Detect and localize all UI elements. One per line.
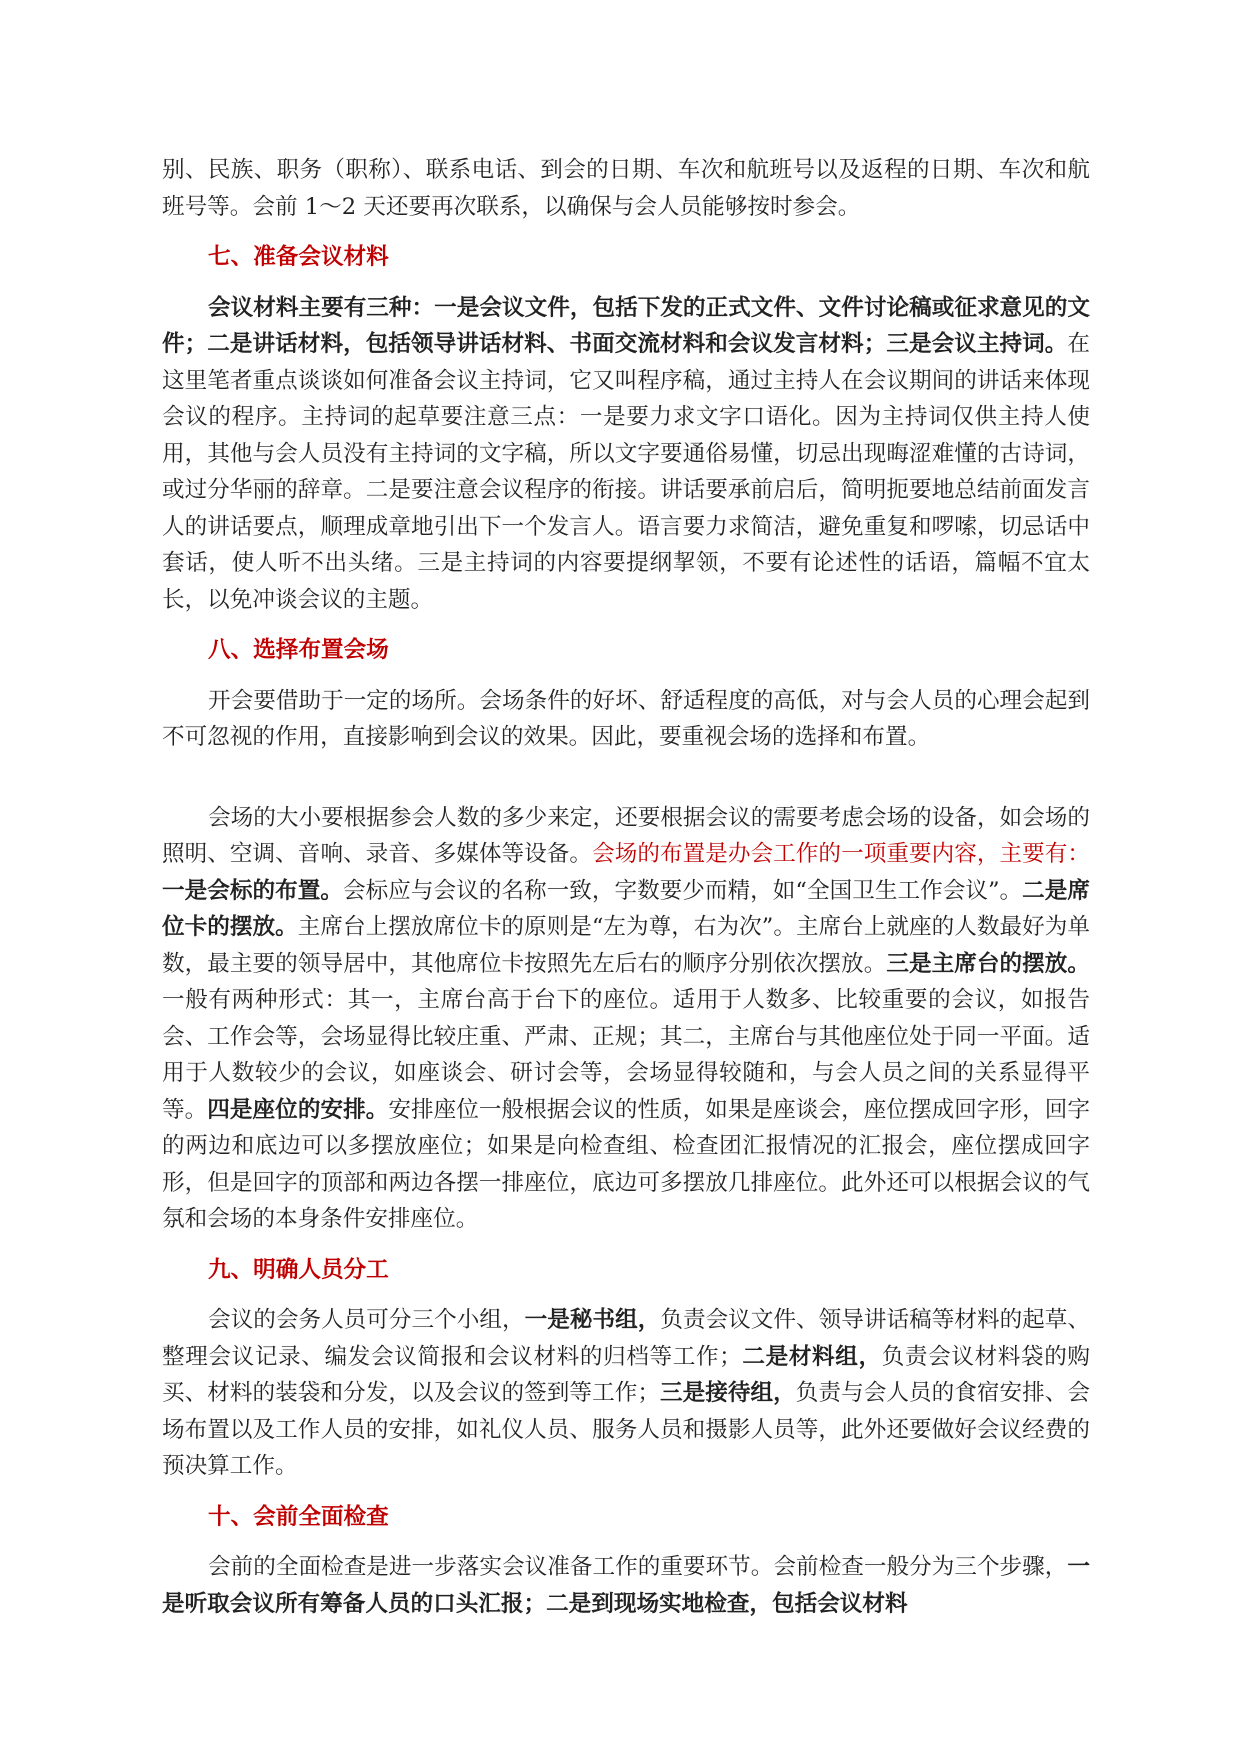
- section-9-text-1: 负责会议文件、领导讲话稿等材料的起草、整理会议记录、编发会议简报和会议材料的归档等工作；: [162, 1307, 1091, 1370]
- section-7-bold-text: 会议材料主要有三种：一是会议文件，包括下发的正式文件、文件讨论稿或征求意见的文件；二是讲话材料，包括领导讲话材料、书面交流材料和会议发言材料；三是会议主持词。: [162, 294, 1090, 357]
- section-8-p2-text-3: 一般有两种形式：其一，主席台高于台下的座位。适用于人数多、比较重要的会议，如报告会、工作会等，会场显得比较庄重、严肃、正规；其二，主席台与其他座位处于同一平面。适用于人数较少的会议，如座谈会、研讨会等，会场显得较随和，与会人员之间的关系显得平等。: [162, 987, 1090, 1123]
- section-10-paragraph: [162, 1549, 1090, 1622]
- section-8-paragraph-2: [162, 800, 1090, 1238]
- section-8-p2-bold-3: 三是主席台的摆放。: [886, 950, 1091, 977]
- section-9-bold-3: 三是接待组，: [659, 1380, 796, 1406]
- section-9-text-3: 负责与会人员的食宿安排、会场布置以及工作人员的安排，如礼仪人员、服务人员和摄影人员等，此外还要做好会议经费的预决算工作。: [162, 1380, 1091, 1479]
- section-10-bold-1: 一是听取会议所有筹备人员的口头汇报；二是到现场实地检查，包括会议材料: [162, 1554, 1090, 1617]
- section-9-bold-2: 二是材料组，: [741, 1343, 882, 1370]
- section-9-text-2: 负责会议材料袋的购买、材料的装袋和分发，以及会议的签到等工作；: [162, 1343, 1091, 1406]
- section-9-heading: 九、明确人员分工: [208, 1256, 389, 1283]
- intro-paragraph: 别、民族、职务（职称）、联系电话、到会的日期、车次和航班号以及返程的日期、车次和航班号等。会前 1～2 天还要再次联系，以确保与会人员能够按时参会。: [162, 157, 1090, 220]
- section-7-heading: 七、准备会议材料: [208, 244, 389, 270]
- section-8-heading: 八、选择布置会场: [208, 637, 389, 663]
- section-8-p2-bold-2: 二是席位卡的摆放。: [162, 877, 1091, 940]
- section-8-p2-red-text: 会场的布置是办会工作的一项重要内容，主要有：: [592, 841, 1091, 867]
- section-8-p2-text-a: 会场的大小要根据参会人数的多少来定，还要根据会议的需要考虑会场的设备，如会场的照明、空调、音响、录音、多媒体等设备。: [162, 804, 1090, 867]
- section-8-p2-text-4: 安排座位一般根据会议的性质，如果是座谈会，座位摆成回字形，回字的两边和底边可以多摆放座位；如果是向检查组、检查团汇报情况的汇报会，座位摆成回字形，但是回字的顶部和两边各摆一排座位，底边可多摆放几排座位。此外还可以根据会议的气氛和会场的本身条件安排座位。: [162, 1096, 1091, 1232]
- section-8-p2-text-1: 会标应与会议的名称一致，字数要少而精，如“全国卫生工作会议”。: [342, 877, 1023, 904]
- section-8-p2-bold-4: 四是座位的安排。: [207, 1096, 389, 1123]
- section-7-text: 在这里笔者重点谈谈如何准备会议主持词，它又叫程序稿，通过主持人在会议期间的讲话来体现会议的程序。主持词的起草要注意三点：一是要力求文字口语化。因为主持词仅供主持人使用，其他与会人员没有主持词的文字稿，所以文字要通俗易懂，切忌出现晦涩难懂的古诗词，或过分华丽的辞章。二是要注意会议程序的衔接。讲话要承前启后，简明扼要地总结前面发言人的讲话要点，顺理成章地引出下一个发言人。语言要力求简洁，避免重复和啰嗦，切忌话中套话，使人听不出头绪。三是主持词的内容要提纲挈领，不要有论述性的话语，篇幅不宜太长，以免冲谈会议的主题。: [162, 331, 1090, 613]
- section-10-heading: 十、会前全面检查: [208, 1503, 389, 1530]
- section-9-bold-1: 一是秘书组，: [524, 1307, 661, 1333]
- section-9-text-0: 会议的会务人员可分三个小组，: [208, 1307, 525, 1333]
- section-7-paragraph: [162, 290, 1090, 619]
- section-10-text-0: 会前的全面检查是进一步落实会议准备工作的重要环节。会前检查一般分为三个步骤，: [208, 1554, 1068, 1580]
- section-8-p2-text-2: 主席台上摆放席位卡的原则是“左为尊，右为次”。主席台上就座的人数最好为单数，最主要的领导居中，其他席位卡按照先左后右的顺序分别依次摆放。: [162, 914, 1090, 977]
- section-8-p2-bold-1: 一是会标的布置。: [162, 877, 343, 904]
- section-9-paragraph: [162, 1302, 1090, 1485]
- document-page: [162, 152, 1090, 1622]
- section-8-paragraph-1: 开会要借助于一定的场所。会场条件的好坏、舒适程度的高低，对与会人员的心理会起到不可忽视的作用，直接影响到会议的效果。因此，要重视会场的选择和布置。: [162, 687, 1090, 750]
